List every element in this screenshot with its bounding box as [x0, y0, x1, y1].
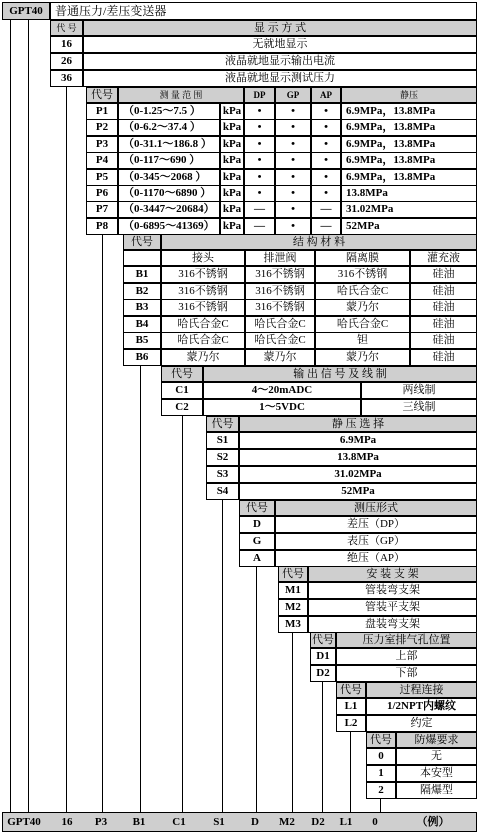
- range-unit: kPa: [220, 103, 244, 120]
- material-value: 316不锈钢: [161, 266, 245, 283]
- example-code: D2: [311, 815, 325, 828]
- range-unit: kPa: [220, 119, 244, 136]
- range-gp-mark: •: [275, 201, 311, 218]
- leader-line: [292, 632, 293, 812]
- range-gp-mark: •: [275, 169, 311, 186]
- ex-header-title: 防爆要求: [396, 732, 477, 748]
- range-dp-mark: •: [244, 185, 275, 202]
- range-dp-mark: •: [244, 119, 275, 136]
- output-signal: 4～20mADC: [203, 382, 361, 399]
- conn-value: 约定: [366, 715, 477, 732]
- material-header-title: 结 构 材 料: [161, 234, 477, 250]
- leader-line: [28, 20, 29, 812]
- ptype-code: G: [239, 533, 275, 550]
- leader-line: [182, 416, 183, 812]
- vent-code: D2: [310, 665, 336, 682]
- vent-code: D1: [310, 648, 336, 665]
- ex-value: 隔爆型: [396, 782, 477, 799]
- output-signal: 1～5VDC: [203, 399, 361, 416]
- mount-code: M3: [278, 616, 308, 633]
- range-value: （0-1.25～7.5 ）: [118, 103, 220, 120]
- ex-code: 1: [366, 765, 396, 782]
- vent-header-title: 压力室排气孔位置: [336, 632, 477, 648]
- example-code: L1: [339, 815, 353, 828]
- ptype-header-code: 代号: [239, 500, 275, 516]
- ptype-code: A: [239, 550, 275, 567]
- ptype-value: 表压（GP）: [275, 533, 477, 550]
- range-ap-mark: •: [311, 136, 341, 153]
- display-code: 26: [50, 53, 83, 70]
- range-static-pressure: 13.8MPa: [341, 185, 477, 202]
- range-static-pressure: 6.9MPa，13.8MPa: [341, 169, 477, 186]
- range-unit: kPa: [220, 136, 244, 153]
- range-value: （0-3447～20684）: [118, 201, 220, 218]
- range-static-pressure: 6.9MPa，13.8MPa: [341, 136, 477, 153]
- example-code: M2: [279, 815, 295, 828]
- mount-header-title: 安 装 支 架: [308, 566, 477, 582]
- ex-value: 无: [396, 748, 477, 765]
- example-code: B1: [132, 815, 146, 828]
- range-header-dp: DP: [244, 87, 275, 103]
- range-gp-mark: •: [275, 136, 311, 153]
- range-value: （0-6895～41369）: [118, 218, 220, 235]
- range-unit: kPa: [220, 201, 244, 218]
- example-code: C1: [172, 815, 186, 828]
- range-ap-mark: •: [311, 152, 341, 169]
- range-gp-mark: •: [275, 218, 311, 235]
- material-code: B4: [123, 316, 161, 333]
- mount-value: 管装平支架: [308, 599, 477, 616]
- range-code: P8: [86, 218, 118, 235]
- material-value: 硅油: [410, 349, 477, 366]
- material-value: 硅油: [410, 332, 477, 349]
- material-value: 哈氏合金C: [315, 283, 410, 300]
- leader-line: [102, 234, 103, 812]
- material-value: 哈氏合金C: [315, 316, 410, 333]
- range-value: （0-1170～6890 ）: [118, 185, 220, 202]
- ex-header-code: 代号: [366, 732, 396, 748]
- range-value: （0-31.1～186.8 ）: [118, 136, 220, 153]
- mount-value: 盘装弯支架: [308, 616, 477, 633]
- output-wire: 三线制: [361, 399, 477, 416]
- range-gp-mark: •: [275, 185, 311, 202]
- range-header-code: 代号: [86, 87, 118, 103]
- mount-value: 管装弯支架: [308, 582, 477, 599]
- range-header-range: 测 量 范 围: [118, 87, 244, 103]
- ptype-value: 绝压（AP）: [275, 550, 477, 567]
- display-text: 液晶就地显示输出电流: [83, 53, 477, 70]
- example-note: （例）: [416, 815, 450, 828]
- range-static-pressure: 6.9MPa，13.8MPa: [341, 152, 477, 169]
- material-value: 蒙乃尔: [315, 299, 410, 316]
- range-code: P6: [86, 185, 118, 202]
- static-code: S3: [206, 466, 239, 483]
- range-code: P4: [86, 152, 118, 169]
- range-header-static: 静压: [341, 87, 477, 103]
- range-header-gp: GP: [275, 87, 311, 103]
- output-code: C1: [161, 382, 203, 399]
- range-dp-mark: •: [244, 103, 275, 120]
- display-text: 无就地显示: [83, 36, 477, 53]
- static-code: S1: [206, 432, 239, 449]
- material-value: 硅油: [410, 299, 477, 316]
- material-value: 316不锈钢: [245, 266, 315, 283]
- output-header-title: 输 出 信 号 及 线 制: [203, 366, 477, 382]
- ex-code: 2: [366, 782, 396, 799]
- conn-header-title: 过程连接: [366, 682, 477, 698]
- material-sub-header: 排泄阀: [245, 250, 315, 266]
- range-gp-mark: •: [275, 152, 311, 169]
- range-header-ap: AP: [311, 87, 341, 103]
- vent-value: 下部: [336, 665, 477, 682]
- product-title: 普通压力/差压变送器: [50, 2, 477, 20]
- leader-line: [10, 20, 11, 812]
- conn-code: L2: [336, 715, 366, 732]
- material-value: 硅油: [410, 316, 477, 333]
- example-code: D: [251, 815, 259, 828]
- conn-header-code: 代号: [336, 682, 366, 698]
- mount-code: M1: [278, 582, 308, 599]
- range-static-pressure: 6.9MPa，13.8MPa: [341, 119, 477, 136]
- material-code-blank: [123, 250, 161, 266]
- static-code: S2: [206, 449, 239, 466]
- range-unit: kPa: [220, 218, 244, 235]
- range-ap-mark: •: [311, 103, 341, 120]
- static-code: S4: [206, 483, 239, 500]
- material-value: 蒙乃尔: [245, 349, 315, 366]
- leader-line: [350, 732, 351, 812]
- material-code: B2: [123, 283, 161, 300]
- display-code: 36: [50, 70, 83, 87]
- range-gp-mark: •: [275, 119, 311, 136]
- ex-code: 0: [366, 748, 396, 765]
- range-static-pressure: 52MPa: [341, 218, 477, 235]
- example-code: 0: [372, 815, 378, 828]
- material-value: 316不锈钢: [161, 283, 245, 300]
- material-value: 哈氏合金C: [245, 316, 315, 333]
- leader-line: [66, 87, 67, 812]
- range-code: P7: [86, 201, 118, 218]
- material-value: 316不锈钢: [245, 299, 315, 316]
- range-unit: kPa: [220, 185, 244, 202]
- material-header-code: 代号: [123, 234, 161, 250]
- range-value: （0-6.2～37.4 ）: [118, 119, 220, 136]
- range-code: P1: [86, 103, 118, 120]
- mount-header-code: 代号: [278, 566, 308, 582]
- range-code: P5: [86, 169, 118, 186]
- range-dp-mark: —: [244, 218, 275, 235]
- range-value: （0-117～690 ）: [118, 152, 220, 169]
- static-value: 52MPa: [239, 483, 477, 500]
- material-code: B5: [123, 332, 161, 349]
- conn-code: L1: [336, 698, 366, 715]
- material-value: 哈氏合金C: [161, 332, 245, 349]
- conn-value: 1/2NPT内螺纹: [366, 698, 477, 715]
- range-ap-mark: •: [311, 169, 341, 186]
- material-value: 钽: [315, 332, 410, 349]
- material-code: B6: [123, 349, 161, 366]
- output-wire: 两线制: [361, 382, 477, 399]
- leader-line: [222, 500, 223, 812]
- leader-line: [256, 566, 257, 812]
- range-value: （0-345～2068 ）: [118, 169, 220, 186]
- range-ap-mark: •: [311, 119, 341, 136]
- material-code: B1: [123, 266, 161, 283]
- material-sub-header: 隔离膜: [315, 250, 410, 266]
- ptype-header-title: 测压形式: [275, 500, 477, 516]
- material-value: 硅油: [410, 283, 477, 300]
- leader-line: [380, 799, 381, 812]
- static-header-code: 代号: [206, 416, 239, 432]
- material-sub-header: 灌充液: [410, 250, 477, 266]
- vent-value: 上部: [336, 648, 477, 665]
- mount-code: M2: [278, 599, 308, 616]
- material-value: 哈氏合金C: [245, 332, 315, 349]
- display-text: 液晶就地显示测试压力: [83, 70, 477, 87]
- vent-header-code: 代号: [310, 632, 336, 648]
- display-code: 16: [50, 36, 83, 53]
- ptype-value: 差压（DP）: [275, 516, 477, 533]
- range-dp-mark: •: [244, 169, 275, 186]
- ex-value: 本安型: [396, 765, 477, 782]
- leader-line: [322, 682, 323, 812]
- range-ap-mark: •: [311, 185, 341, 202]
- range-gp-mark: •: [275, 103, 311, 120]
- range-unit: kPa: [220, 152, 244, 169]
- material-value: 哈氏合金C: [161, 316, 245, 333]
- display-header-code: 代 号: [50, 20, 83, 36]
- leader-line: [140, 366, 141, 812]
- range-dp-mark: —: [244, 201, 275, 218]
- example-code: GPT40: [7, 815, 41, 828]
- range-code: P2: [86, 119, 118, 136]
- material-value: 硅油: [410, 266, 477, 283]
- range-ap-mark: —: [311, 218, 341, 235]
- output-header-code: 代号: [161, 366, 203, 382]
- example-code: S1: [213, 815, 225, 828]
- example-code: 16: [61, 815, 73, 828]
- static-header-title: 静 压 选 择: [239, 416, 477, 432]
- material-value: 316不锈钢: [245, 283, 315, 300]
- range-dp-mark: •: [244, 136, 275, 153]
- display-header-title: 显 示 方 式: [83, 20, 477, 36]
- material-code: B3: [123, 299, 161, 316]
- range-static-pressure: 31.02MPa: [341, 201, 477, 218]
- range-unit: kPa: [220, 169, 244, 186]
- static-value: 6.9MPa: [239, 432, 477, 449]
- material-value: 蒙乃尔: [315, 349, 410, 366]
- range-dp-mark: •: [244, 152, 275, 169]
- range-static-pressure: 6.9MPa，13.8MPa: [341, 103, 477, 120]
- example-code: P3: [94, 815, 108, 828]
- range-ap-mark: —: [311, 201, 341, 218]
- material-value: 316不锈钢: [315, 266, 410, 283]
- model-code: GPT40: [2, 2, 50, 20]
- static-value: 13.8MPa: [239, 449, 477, 466]
- material-sub-header: 接头: [161, 250, 245, 266]
- ptype-code: D: [239, 516, 275, 533]
- material-value: 蒙乃尔: [161, 349, 245, 366]
- material-value: 316不锈钢: [161, 299, 245, 316]
- output-code: C2: [161, 399, 203, 416]
- static-value: 31.02MPa: [239, 466, 477, 483]
- range-code: P3: [86, 136, 118, 153]
